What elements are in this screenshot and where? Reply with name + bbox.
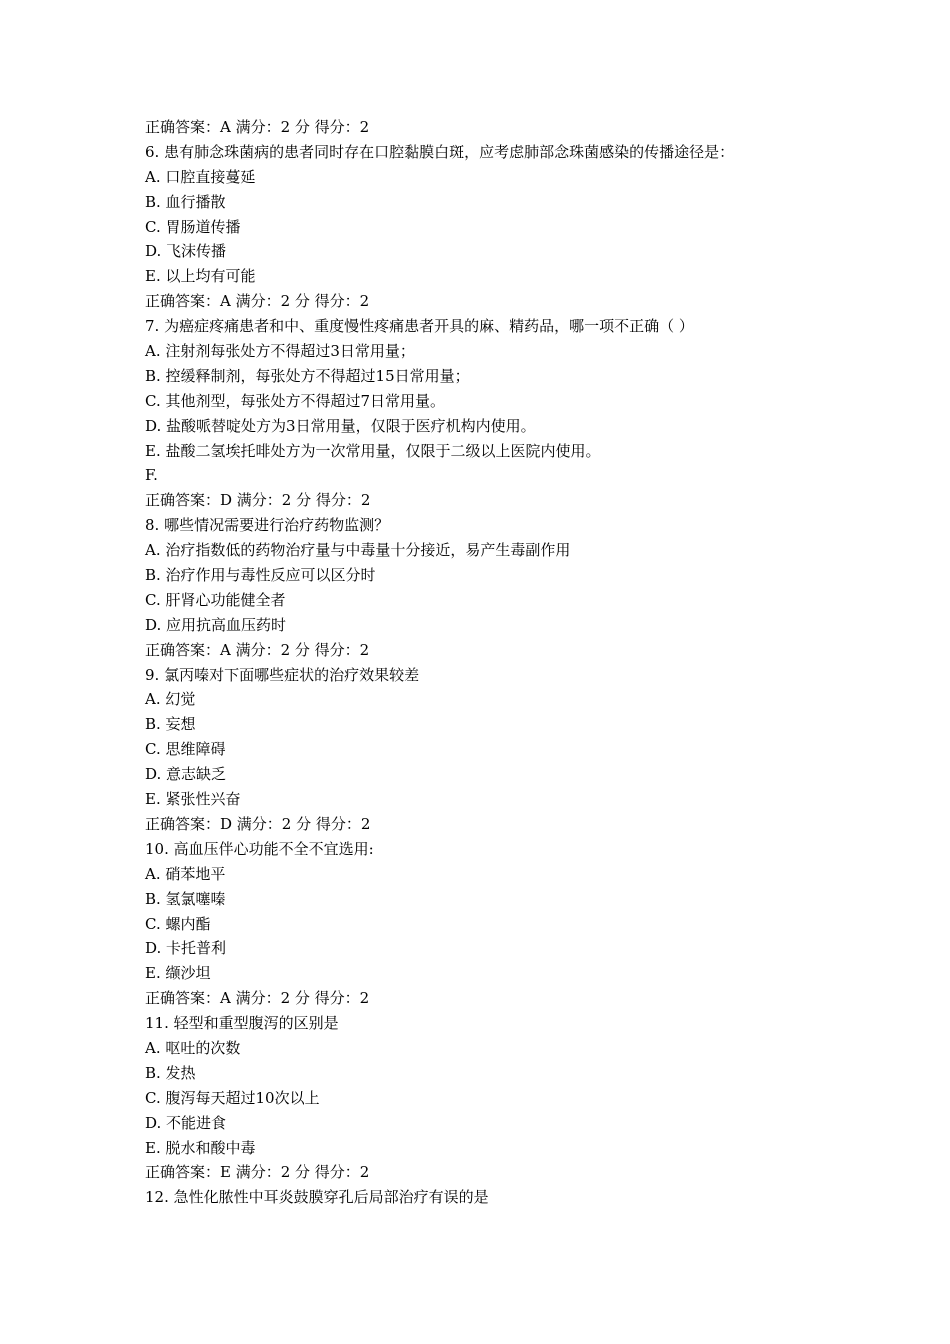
answer-line: 正确答案：A 满分：2 分 得分：2 — [145, 989, 370, 1008]
option-line: B. 发热 — [145, 1063, 196, 1082]
option-line: E. 盐酸二氢埃托啡处方为一次常用量，仅限于二级以上医院内使用。 — [145, 441, 601, 460]
option-line: D. 不能进食 — [145, 1113, 227, 1132]
option-line: E. 紧张性兴奋 — [145, 790, 241, 809]
question-line: 12. 急性化脓性中耳炎鼓膜穿孔后局部治疗有误的是 — [145, 1188, 489, 1207]
option-line: C. 其他剂型，每张处方不得超过7日常用量。 — [145, 391, 446, 410]
answer-line: 正确答案：D 满分：2 分 得分：2 — [145, 491, 371, 510]
option-line: A. 口腔直接蔓延 — [145, 167, 256, 186]
question-line: 7. 为癌症疼痛患者和中、重度慢性疼痛患者开具的麻、精药品，哪一项不正确（ ） — [145, 317, 694, 336]
answer-line: 正确答案：D 满分：2 分 得分：2 — [145, 814, 371, 833]
option-line: D. 飞沫传播 — [145, 242, 227, 261]
option-line: E. 以上均有可能 — [145, 267, 256, 286]
option-line: A. 幻觉 — [145, 690, 196, 709]
option-line: C. 肝肾心功能健全者 — [145, 590, 286, 609]
option-line: E. 脱水和酸中毒 — [145, 1138, 256, 1157]
option-line: B. 控缓释制剂，每张处方不得超过15日常用量； — [145, 366, 470, 385]
answer-line: 正确答案：E 满分：2 分 得分：2 — [145, 1163, 370, 1182]
question-line: 8. 哪些情况需要进行治疗药物监测？ — [145, 516, 390, 535]
option-line: D. 卡托普利 — [145, 939, 227, 958]
option-line: E. 缬沙坦 — [145, 964, 211, 983]
question-line: 9. 氯丙嗪对下面哪些症状的治疗效果较差 — [145, 665, 420, 684]
option-line: A. 硝苯地平 — [145, 864, 226, 883]
option-line: D. 应用抗高血压药时 — [145, 615, 287, 634]
option-line: C. 螺内酯 — [145, 914, 211, 933]
option-line: B. 血行播散 — [145, 192, 226, 211]
option-line: F. — [145, 466, 158, 485]
document-page — [145, 115, 845, 1210]
option-line: C. 腹泻每天超过10次以上 — [145, 1088, 320, 1107]
option-line: A. 治疗指数低的药物治疗量与中毒量十分接近，易产生毒副作用 — [145, 541, 571, 560]
option-line: C. 思维障碍 — [145, 740, 226, 759]
option-line: D. 盐酸哌替啶处方为3日常用量，仅限于医疗机构内使用。 — [145, 416, 536, 435]
option-line: B. 氢氯噻嗪 — [145, 889, 226, 908]
option-line: C. 胃肠道传播 — [145, 217, 241, 236]
question-line: 6. 患有肺念珠菌病的患者同时存在口腔黏膜白斑，应考虑肺部念珠菌感染的传播途径是： — [145, 142, 735, 161]
question-line: 11. 轻型和重型腹泻的区别是 — [145, 1014, 339, 1033]
option-line: A. 注射剂每张处方不得超过3日常用量； — [145, 342, 415, 361]
answer-line: 正确答案：A 满分：2 分 得分：2 — [145, 640, 370, 659]
option-line: B. 治疗作用与毒性反应可以区分时 — [145, 566, 376, 585]
option-line: A. 呕吐的次数 — [145, 1038, 241, 1057]
answer-line: 正确答案：A 满分：2 分 得分：2 — [145, 118, 370, 136]
option-line: D. 意志缺乏 — [145, 765, 227, 784]
answer-line: 正确答案：A 满分：2 分 得分：2 — [145, 292, 370, 311]
option-line: B. 妄想 — [145, 715, 196, 734]
question-line: 10. 高血压伴心功能不全不宜选用: — [145, 839, 374, 858]
